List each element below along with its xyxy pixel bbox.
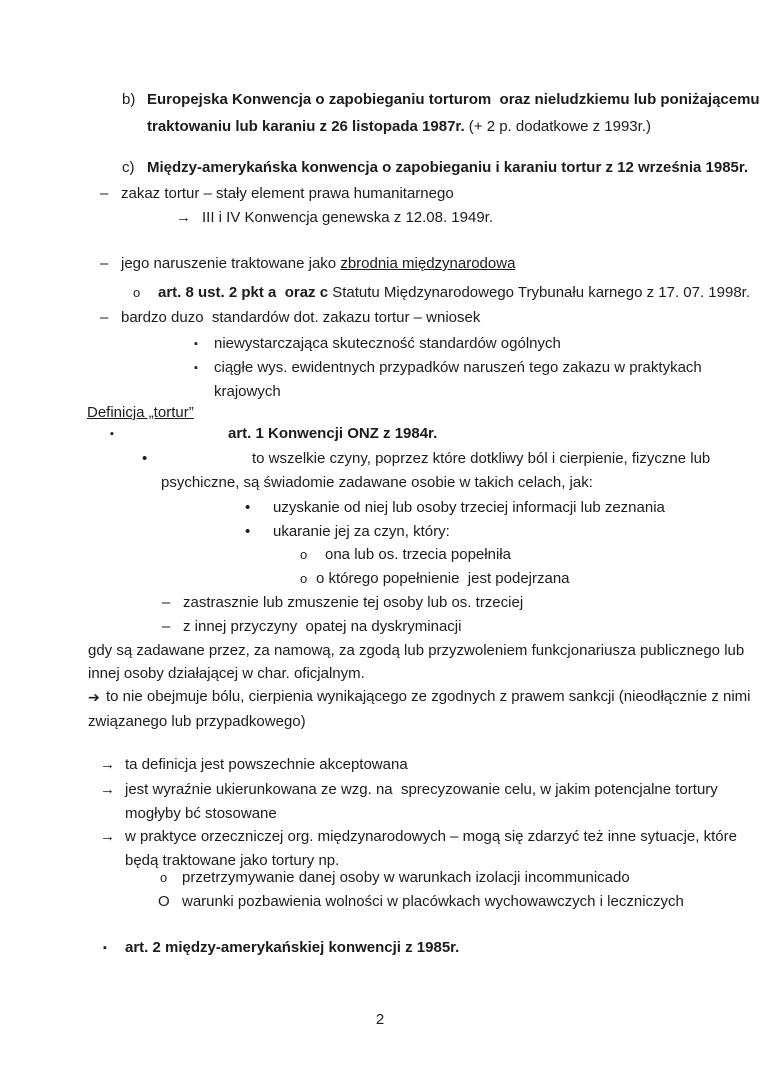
text-line (0, 496, 760, 520)
line-text: gdy są zadawane przez, za namową, za zgodą lub przyzwoleniem funkcjonariusza publicznego lub (88, 642, 745, 659)
text-line (0, 890, 760, 914)
text-line (0, 685, 760, 709)
dash-bullet: – (162, 618, 171, 635)
line-text: ta definicja jest powszechnie akceptowana (125, 756, 408, 773)
solid-arrow-icon: ➔ (88, 689, 100, 705)
dash-bullet: – (100, 255, 109, 272)
line-text: będą traktowane jako tortury np. (125, 852, 340, 869)
text-line (0, 206, 760, 230)
text-line (0, 567, 760, 591)
text-line (0, 281, 760, 305)
line-text: bardzo duzo standardów dot. zakazu tortur – wniosek (121, 309, 481, 326)
text-line (0, 332, 760, 356)
text-line (0, 520, 760, 544)
line-text: uzyskanie od niej lub osoby trzeciej informacji lub zeznania (273, 499, 665, 516)
text-line (0, 88, 760, 112)
line-text: to nie obejmuje bólu, cierpienia wynikającego ze zgodnych z prawem sankcji (nieodłącznie z nimi (106, 688, 751, 705)
square-bullet: ▪ (110, 428, 114, 440)
line-text: warunki pozbawienia wolności w placówkach wychowawczych i leczniczych (182, 893, 684, 910)
page-number: 2 (375, 1011, 385, 1028)
line-text: art. 8 ust. 2 pkt a oraz c Statutu Międzynarodowego Trybunału karnego z 17. 07. 1998r. (158, 284, 751, 301)
dot-bullet: • (245, 523, 251, 540)
line-text: Definicja „tortur” (87, 404, 194, 421)
text-line (0, 639, 760, 663)
line-text: psychiczne, są świadomie zadawane osobie w takich celach, jak: (161, 474, 593, 491)
arrow-right-icon: → (100, 828, 115, 845)
dot-bullet: • (142, 450, 148, 467)
text-line (0, 936, 760, 960)
square-bullet: ▪ (194, 338, 198, 350)
text-line (0, 802, 760, 826)
text-line (0, 543, 760, 567)
line-text: ciągłe wys. ewidentnych przypadków naruszeń tego zakazu w praktykach (214, 359, 702, 376)
list-label-b: b) (122, 91, 136, 108)
arrow-right-icon: → (100, 781, 115, 798)
line-text: innej osoby działającej w char. oficjalnym. (88, 665, 365, 682)
square-bullet: ▪ (194, 362, 198, 374)
line-text: w praktyce orzeczniczej org. międzynarodowych – mogą się zdarzyć też inne sytuacje, które (125, 828, 737, 845)
line-text: przetrzymywanie danej osoby w warunkach izolacji incommunicado (182, 869, 630, 886)
line-text: z innej przyczyny opatej na dyskryminacji (183, 618, 462, 635)
line-text: mogłyby bć stosowane (125, 805, 277, 822)
text-line (0, 591, 760, 615)
arrow-right-icon: → (176, 209, 191, 226)
circle-bullet: o (160, 870, 168, 885)
text-line (0, 356, 760, 380)
dash-bullet: – (100, 309, 109, 326)
line-text: traktowaniu lub karaniu z 26 listopada 1987r. (+ 2 p. dodatkowe z 1993r.) (147, 118, 651, 135)
dot-bullet: • (245, 499, 251, 516)
line-text: art. 2 między-amerykańskiej konwencji z 1985r. (125, 939, 460, 956)
text-line (0, 778, 760, 802)
text-line (0, 753, 760, 777)
line-text: jego naruszenie traktowane jako zbrodnia międzynarodowa (121, 255, 516, 272)
line-text: Europejska Konwencja o zapobieganiu torturom oraz nieludzkiemu lub poniżającemu (147, 91, 760, 108)
arrow-right-icon: → (100, 756, 115, 773)
text-line (0, 306, 760, 330)
text-line (0, 471, 760, 495)
line-text: ukaranie jej za czyn, który: (273, 523, 450, 540)
line-text: związanego lub przypadkowego) (88, 713, 306, 730)
text-line (0, 156, 760, 180)
text-line (0, 447, 760, 471)
line-text: Między-amerykańska konwencja o zapobieganiu i karaniu tortur z 12 września 1985r. (147, 159, 749, 176)
line-text: zakaz tortur – stały element prawa humanitarnego (121, 185, 454, 202)
text-line (0, 825, 760, 849)
line-text: zastrasznie lub zmuszenie tej osoby lub os. trzeciej (183, 594, 524, 611)
line-text: o którego popełnienie jest podejrzana (316, 570, 570, 587)
line-text: ona lub os. trzecia popełniła (325, 546, 511, 563)
text-line (0, 710, 760, 734)
text-line (0, 422, 760, 446)
dash-bullet: – (100, 185, 109, 202)
line-text: art. 1 Konwencji ONZ z 1984r. (228, 425, 438, 442)
line-text: to wszelkie czyny, poprzez które dotkliwy ból i cierpienie, fizyczne lub (252, 450, 711, 467)
list-label-c: c) (122, 159, 135, 176)
circle-bullet: o (300, 547, 308, 562)
circle-bullet: O (158, 893, 170, 910)
text-line (0, 252, 760, 276)
line-text: niewystarczająca skuteczność standardów ogólnych (214, 335, 561, 352)
circle-bullet: o (133, 285, 141, 300)
text-line (0, 615, 760, 639)
dash-bullet: – (162, 594, 171, 611)
line-text: jest wyraźnie ukierunkowana ze wzg. na sprecyzowanie celu, w jakim potencjalne tortury (125, 781, 718, 798)
square-bullet: ▪ (103, 942, 107, 954)
text-line (0, 866, 760, 890)
text-line (0, 182, 760, 206)
circle-bullet: o (300, 571, 308, 586)
line-text: III i IV Konwencja genewska z 12.08. 1949r. (202, 209, 494, 226)
line-text: krajowych (214, 383, 281, 400)
text-line (0, 115, 760, 139)
text-line (0, 662, 760, 686)
